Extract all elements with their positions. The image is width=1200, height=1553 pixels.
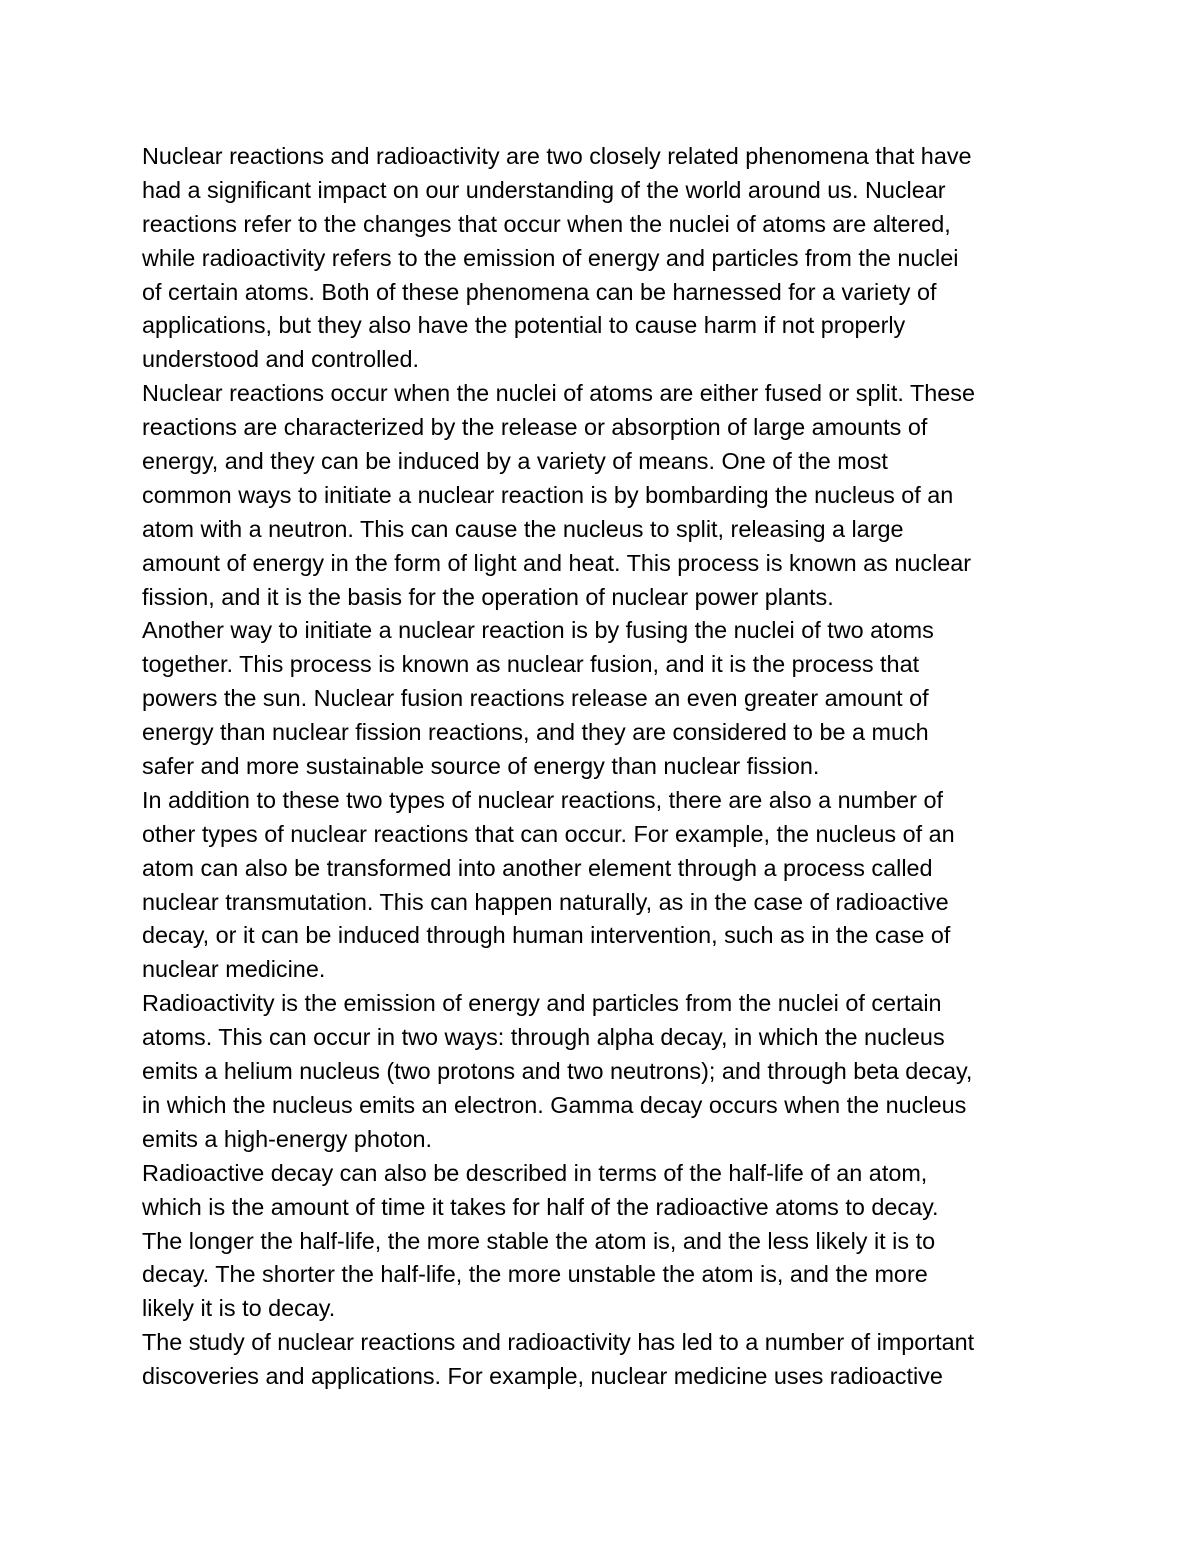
text-line: atom can also be transformed into another element through a process called — [142, 854, 933, 881]
text-line: powers the sun. Nuclear fusion reactions release an even greater amount of — [142, 685, 929, 712]
text-line: amount of energy in the form of light and heat. This process is known as nuclear — [142, 549, 972, 576]
text-line: emits a high-energy photon. — [142, 1125, 432, 1152]
text-line: Another way to initiate a nuclear reaction is by fusing the nuclei of two atoms — [142, 617, 934, 644]
text-line: safer and more sustainable source of energy than nuclear fission. — [142, 753, 820, 780]
paragraph — [142, 140, 1082, 377]
text-line: The longer the half-life, the more stable the atom is, and the less likely it is to — [142, 1227, 936, 1254]
paragraph — [142, 377, 1082, 614]
text-line: understood and controlled. — [142, 346, 419, 373]
text-line: Radioactivity is the emission of energy and particles from the nuclei of certain — [142, 990, 942, 1017]
text-line: applications, but they also have the potential to cause harm if not properly — [142, 312, 906, 339]
text-line: likely it is to decay. — [142, 1295, 336, 1322]
document-body — [142, 140, 1082, 1394]
text-line: fission, and it is the basis for the operation of nuclear power plants. — [142, 583, 834, 610]
text-line: reactions are characterized by the release or absorption of large amounts of — [142, 414, 928, 441]
text-line: nuclear transmutation. This can happen naturally, as in the case of radioactive — [142, 888, 949, 915]
text-line: Nuclear reactions and radioactivity are two closely related phenomena that have — [142, 143, 972, 169]
text-line: had a significant impact on our understanding of the world around us. Nuclear — [142, 176, 946, 203]
text-line: nuclear medicine. — [142, 956, 326, 983]
text-line: common ways to initiate a nuclear reaction is by bombarding the nucleus of an — [142, 481, 954, 508]
text-line: Radioactive decay can also be described in terms of the half-life of an atom, — [142, 1159, 928, 1186]
text-line: atom with a neutron. This can cause the nucleus to split, releasing a large — [142, 515, 904, 542]
text-line: energy, and they can be induced by a variety of means. One of the most — [142, 448, 888, 475]
text-line: decay, or it can be induced through human intervention, such as in the case of — [142, 922, 951, 949]
paragraph — [142, 614, 1082, 783]
text-line: decay. The shorter the half-life, the more unstable the atom is, and the more — [142, 1261, 928, 1288]
text-line: energy than nuclear fission reactions, and they are considered to be a much — [142, 719, 929, 746]
text-line: while radioactivity refers to the emission of energy and particles from the nuclei — [142, 244, 959, 271]
text-line: discoveries and applications. For example, nuclear medicine uses radioactive — [142, 1363, 943, 1390]
text-line: Nuclear reactions occur when the nuclei of atoms are either fused or split. These — [142, 380, 975, 407]
text-line: in which the nucleus emits an electron. Gamma decay occurs when the nucleus — [142, 1091, 967, 1118]
text-line: which is the amount of time it takes for half of the radioactive atoms to decay. — [142, 1193, 939, 1220]
paragraph — [142, 1326, 1082, 1394]
paragraph — [142, 784, 1082, 987]
text-line: In addition to these two types of nuclear reactions, there are also a number of — [142, 786, 943, 813]
text-line: together. This process is known as nuclear fusion, and it is the process that — [142, 651, 920, 678]
paragraph — [142, 987, 1082, 1156]
text-line: of certain atoms. Both of these phenomena can be harnessed for a variety of — [142, 278, 937, 305]
text-line: other types of nuclear reactions that can occur. For example, the nucleus of an — [142, 820, 955, 847]
text-line: emits a helium nucleus (two protons and two neutrons); and through beta decay, — [142, 1058, 973, 1085]
paragraph — [142, 1157, 1082, 1326]
text-line: atoms. This can occur in two ways: through alpha decay, in which the nucleus — [142, 1024, 945, 1051]
text-line: reactions refer to the changes that occur when the nuclei of atoms are altered, — [142, 210, 951, 237]
text-line: The study of nuclear reactions and radioactivity has led to a number of important — [142, 1329, 975, 1356]
